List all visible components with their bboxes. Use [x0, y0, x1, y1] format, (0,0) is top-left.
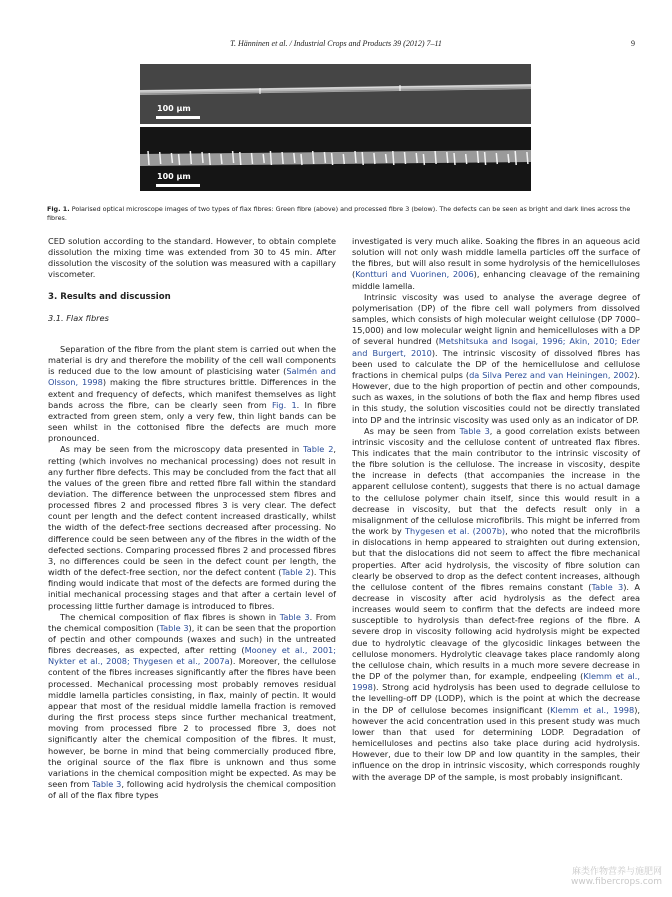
paragraph-microscopy-data: As may be seen from the microscopy data presented in Table 2, retting (which involves no mechanical processing) does not result in any further fibre defects. This may be concluded from the fact that all the values of the green fibre and retted fibre fall within the standard deviation. The difference between the unprocessed stem fibres and processed fibres 2 and processed fibres 3 is very clear. The defect count per length and the defect content increased drastically, whilst the width of the defect-free sections decreased after processing. No difference could be seen between any of the fibres in the width of the defected sections. Comparing processed fibres 2 and processed fibres 3, no differences could be seen in the defect count per length, the width of the defect-free section, nor the defect content (Table 2). This finding would indicate that most of the defects are formed during the initial mechanical processing stages and that after a certain level of processing little further damage is introduced to fibres. — [48, 444, 337, 611]
fibre-defect-band — [466, 154, 467, 164]
fibre-defect-band — [496, 153, 497, 164]
processed-fibre-image — [140, 127, 531, 191]
figure-caption — [47, 205, 637, 223]
fibre-defect-band — [148, 151, 149, 165]
citation-link[interactable]: Table 2 — [281, 567, 311, 578]
citation-link[interactable]: Metshitsuka and Isogai, 1996; Akin, 2010; Eder and Burgert, 2010 — [352, 336, 640, 358]
fibre-defect-band — [362, 152, 363, 165]
scale-bar-top — [156, 116, 200, 119]
fibre-defect-band — [160, 152, 161, 164]
fibre-defect-band — [209, 153, 210, 165]
citation-link[interactable]: Table 3 — [92, 779, 122, 790]
paragraph-fibre-separation: Separation of the fibre from the plant stem is carried out when the material is dry and therefore the mobility of the cell wall components is reduced due to the low amount of plasticising water (Salmén and Olsson, 1998) making the fibre structures brittle. Differences in the extent and frequency of defects, which manifest themselves as light bands across the fibre, can be clearly seen from Fig. 1. In fibre extracted from green stem, only a very few, thin light bands can be seen whilst in the cottonised fibre the defects are much more pronounced. — [48, 343, 336, 444]
fibre-defect-band — [332, 153, 333, 165]
fibre-defect-band — [454, 153, 455, 165]
fibre-defect-band — [343, 154, 344, 164]
paragraph-chemical-composition: The chemical composition of flax fibres is shown in Table 3. From the chemical composition (Table 3), it can be seen that the proportion of pectin and other compounds (waxes and such) in the untreated fibres decreases, as expected, after retting (Mooney et al., 2001; Nykter et al., 2008; Thygesen et al., 2007a). Moreover, the cellulose content of the fibres increases significantly after the fibres have been processed. Mechanical processing most probably removes residual middle lamella particles consisting, in flax, mainly of pectin. It would appear that most of the residual middle lamella fraction is removed during the first process steps since further mechanical treatment, moving from processed fibre 2 to processed fibre 3, does not significantly alter the chemical composition of the fibres. It must, however, be borne in mind that being commercially produced fibre, the original source of the flax fibre is unknown and thus some variations in the chemical composition might be expected. As may be seen from Table 3, following acid hydrolysis the chemical composition of all of the flax fibre types — [48, 611, 336, 801]
fibre-defect-band — [386, 154, 387, 163]
scale-bar-label-top: 100 μm — [157, 104, 191, 113]
citation-link[interactable]: Mooney et al., 2001; Nykter et al., 2008; Thygesen et al., 2007a — [48, 645, 336, 667]
green-fibre-image — [140, 64, 531, 124]
scale-bar-label-bottom: 100 μm — [157, 172, 191, 181]
paragraph-intrinsic-viscosity: Intrinsic viscosity was used to analyse the average degree of polymerisation (DP) of the fibre cell wall polymers from dissolved samples, which consists of high molecular weight cellulose (DP 7000–15,000) and low molecular weight lignin and hemicelluloses with a DP of several hundred (Metshitsuka and Isogai, 1996; Akin, 2010; Eder and Burgert, 2010). The intrinsic viscosity of dissolved fibres has been used to calculate the DP of the hemicellulose and cellulose fractions in chemical pulps (da Silva Perez and van Heiningen, 2002). However, due to the high proportion of pectin and other compounds, such as waxes, in the solutions of both the flax and hemp fibres used in this study, the solution viscosities could not be directly translated into DP and the intrinsic viscosity was used only as an indicator of DP. — [352, 291, 641, 425]
fibre-defect-band — [282, 152, 283, 164]
citation-link[interactable]: Kontturi and Vuorinen, 2006 — [355, 269, 474, 280]
fibre-defect-band — [485, 152, 486, 165]
fibre-defect-band — [263, 154, 264, 163]
fibre-defect-band — [202, 152, 203, 163]
section-heading: 3. Results and discussion — [48, 291, 171, 302]
right-column — [352, 236, 640, 783]
fibre-defect-band — [294, 153, 295, 163]
fibre-defect-band — [240, 152, 241, 165]
fibre-defect-band — [171, 153, 172, 163]
fibre-defect-band — [313, 151, 314, 164]
citation-link[interactable]: Fig. 1 — [272, 399, 297, 410]
paragraph-viscosity-correlation: As may be seen from Table 3, a good correlation exists between intrinsic viscosity and the cellulose content of untreated flax fibres. This indicates that the main contributor to the intrinsic viscosity of the fibre solution is the cellulose. The increase in viscosity, despite the increase in defects (that accompanies the increase in the apparent cellulose content), suggests that there is no actual damage to the cellulose polymer chain itself, since this would result in a decrease in viscosity, but that the defects result only in a misalignment of the cellulose microfibrils. This might be inferred from the work by Thygesen et al. (2007b), who noted that the microfibrils in dislocations in hemp appeared to straighten out during extension, but that the dislocations did not seem to affect the fibre mechanical properties. After acid hydrolysis, the viscosity of fibre solution can clearly be observed to drop as the defect content increases, although the cellulose content of the fibres remains constant (Table 3). A decrease in viscosity after acid hydrolysis as the defect area increases would seem to confirm that the defects are indeed more susceptible to hydrolysis than defect-free regions of the fibre. A severe drop in viscosity following acid hydrolysis might be expected due to hydrolytic cleavage of the glycosidic linkages between the cellulose monomers. Hydrolytic cleavage takes place randomly along the cellulose chain, which results in a much more severe decrease in the DP of the polymer than, for example, endpeeling (Klemm et al., 1998). Strong acid hydrolysis has been used to degrade cellulose to the levelling-off DP (LODP), which is the point at which the decrease in the DP of cellulose becomes insignificant (Klemm et al., 1998), however the acid concentration used in this present study was much lower than that used for determining LODP. Degradation of hemicelluloses and pectins also take place during acid hydrolysis. However, due to their low DP and low quantity in the samples, their influence on the drop in intrinsic viscosity, which corresponds roughly with the average DP of the sample, is most probably insignificant. — [352, 425, 640, 782]
fibre-defect-band — [233, 151, 234, 163]
fibre-defect-band — [435, 151, 436, 164]
watermark-line-1: 麻类作物营养与施肥网 — [571, 867, 662, 877]
fibre-defect-band — [301, 154, 302, 165]
fibre-defect-band — [270, 151, 271, 165]
citation-link[interactable]: Table 3 — [591, 581, 624, 592]
fibre-defect-band — [477, 151, 478, 163]
running-header — [0, 39, 672, 53]
citation-link[interactable]: Table 3 — [159, 622, 189, 633]
citation-link[interactable]: Thygesen et al. (2007b) — [405, 526, 506, 537]
citation-link[interactable]: Table 3 — [279, 611, 310, 622]
citation-link[interactable]: Table 2 — [303, 444, 334, 455]
fibre-defect-band — [405, 152, 406, 164]
watermark — [571, 867, 662, 887]
fibre-defect-band — [179, 154, 180, 165]
paragraph-acid-solution: investigated is very much alike. Soaking the fibres in an aqueous acid solution will not only wash middle lamella particles off the surface of the fibres, but will also result in some hydrolysis of the hemicelluloses (Kontturi and Vuorinen, 2006), enhancing cleavage of the remaining middle lamella. — [352, 236, 640, 291]
citation-link[interactable]: Klemm et al., 1998 — [352, 671, 640, 693]
fibre-defect-band — [423, 154, 424, 165]
citation-link[interactable]: Klemm et al., 1998 — [550, 704, 635, 715]
fibre-defect-band — [416, 153, 417, 163]
figure-label: Fig. 1. — [47, 205, 70, 213]
fibre-defect-band — [447, 152, 448, 163]
paragraph-ced-solution: CED solution according to the standard. However, to obtain complete dissolution the mixing time was extended from 30 to 45 min. After dissolution the viscosity of the solution was measured with a capillary viscometer. — [48, 236, 336, 280]
fibre-defect-band — [221, 154, 222, 164]
fibre-defect-band — [515, 151, 516, 165]
subsection-heading: 3.1. Flax fibres — [48, 312, 109, 323]
fibre-defect-band — [527, 152, 528, 164]
scale-bar-bottom — [156, 184, 200, 187]
left-column — [48, 236, 336, 801]
fibre-defect-band — [508, 154, 509, 163]
page-number: 9 — [631, 39, 635, 48]
watermark-line-2: www.fibercrops.com — [571, 877, 662, 887]
fibre-defect-band — [355, 151, 356, 163]
fibre-defect-band — [324, 152, 325, 163]
citation-link[interactable]: Salmén and Olsson, 1998 — [48, 366, 336, 388]
fibre-defect-band — [393, 151, 394, 165]
fibre-defect-band — [190, 151, 191, 164]
micrograph-green-fibre — [140, 64, 531, 124]
citation-link[interactable]: da Silva Perez and van Heiningen, 2002 — [469, 369, 635, 380]
figure-caption-text: Polarised optical microscope images of two types of flax fibres: Green fibre (above) and processed fibre 3 (below). The defects can be seen as bright and dark lines across the fibres. — [47, 205, 631, 222]
running-head: T. Hänninen et al. / Industrial Crops and Products 39 (2012) 7–11 — [230, 39, 442, 48]
fibre-defect-band — [252, 153, 253, 164]
citation-link[interactable]: Table 3 — [459, 425, 490, 436]
micrograph-processed-fibre — [140, 127, 531, 191]
fibre-defect-band — [374, 153, 375, 164]
